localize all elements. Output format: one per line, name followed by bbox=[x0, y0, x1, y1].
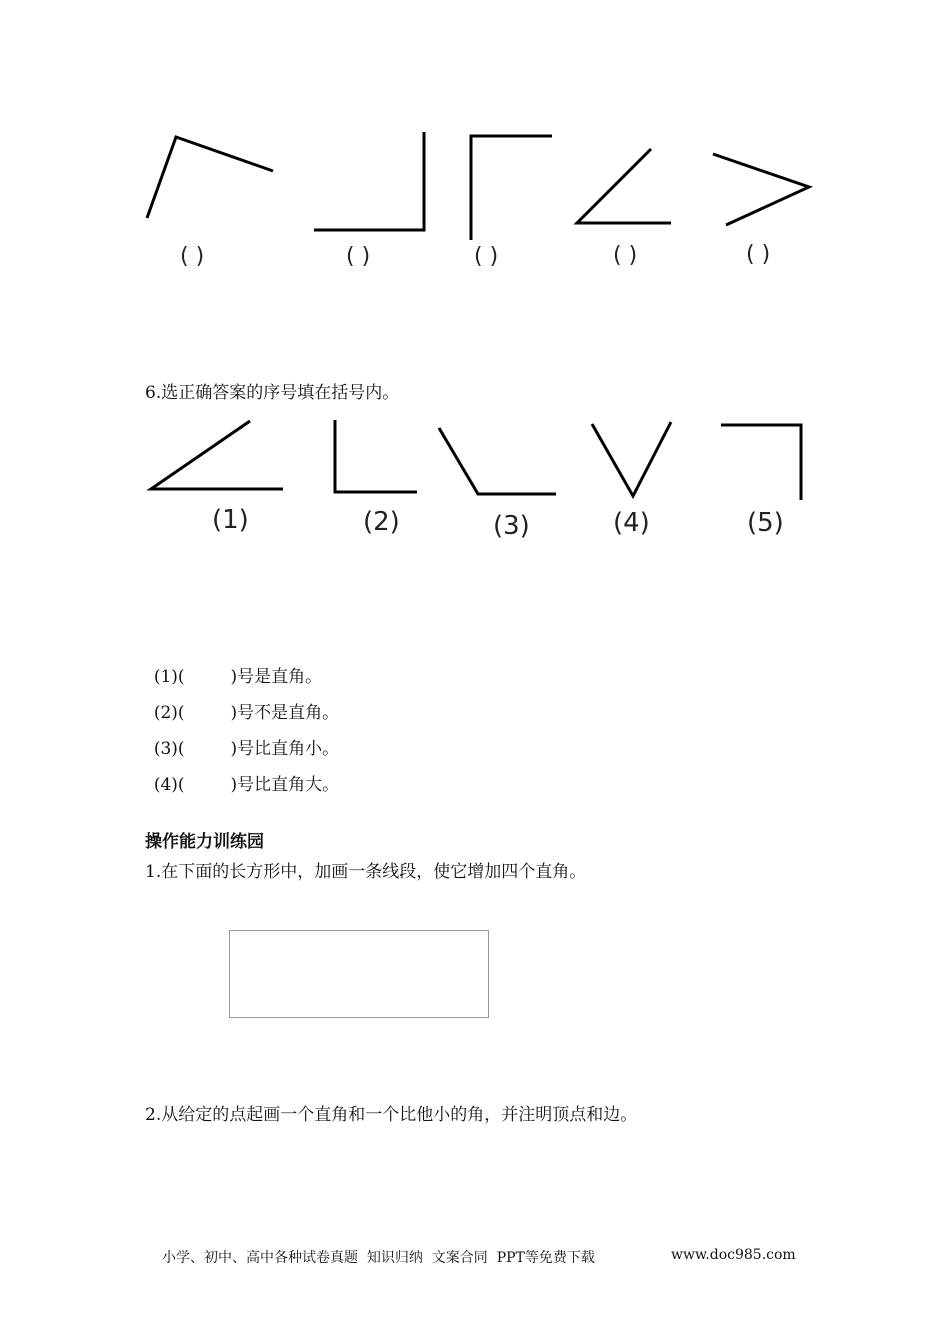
rectangle-drawing-area[interactable] bbox=[229, 930, 489, 1018]
question-6-figures bbox=[0, 0, 950, 560]
q6-angle-4 bbox=[592, 422, 671, 496]
q6-angle-1 bbox=[151, 421, 283, 489]
section-heading: 操作能力训练园 bbox=[145, 832, 264, 852]
q6-item-1-prefix: (1)( bbox=[153, 667, 185, 687]
q6-figure-label-3: (3) bbox=[493, 511, 530, 541]
task-1-prompt: 1.在下面的长方形中，加画一条线段，使它增加四个直角。 bbox=[145, 862, 587, 882]
q6-item-2-prefix: (2)( bbox=[153, 703, 185, 723]
q6-figure-label-4: (4) bbox=[613, 508, 650, 538]
answer-blank-3: ( ) bbox=[474, 244, 499, 269]
q6-angle-5 bbox=[721, 425, 801, 500]
q6-item-1-suffix: )号是直角。 bbox=[230, 667, 323, 687]
answer-blank-2: ( ) bbox=[346, 244, 371, 269]
footer-url[interactable]: www.doc985.com bbox=[671, 1247, 796, 1263]
q6-item-2-suffix: )号不是直角。 bbox=[230, 703, 340, 723]
q6-item-4-prefix: (4)( bbox=[153, 775, 185, 795]
answer-blank-4: ( ) bbox=[613, 243, 638, 268]
footer-text: 小学、初中、高中各种试卷真题 知识归纳 文案合同 PPT等免费下载 bbox=[162, 1250, 595, 1266]
task-2-prompt: 2.从给定的点起画一个直角和一个比他小的角，并注明顶点和边。 bbox=[145, 1105, 638, 1125]
answer-blank-1: ( ) bbox=[180, 244, 205, 269]
q6-item-3-suffix: )号比直角小。 bbox=[230, 739, 340, 759]
q6-angle-3 bbox=[439, 428, 556, 494]
q6-figure-label-2: (2) bbox=[363, 507, 400, 537]
q6-angle-2 bbox=[335, 420, 417, 492]
q6-item-4-suffix: )号比直角大。 bbox=[230, 775, 340, 795]
question-6-prompt: 6.选正确答案的序号填在括号内。 bbox=[145, 383, 400, 403]
answer-blank-5: ( ) bbox=[746, 242, 771, 267]
q6-figure-label-5: (5) bbox=[747, 508, 784, 538]
q6-item-3-prefix: (3)( bbox=[153, 739, 185, 759]
q6-item-4 bbox=[143, 752, 339, 796]
q6-figure-label-1: (1) bbox=[212, 505, 249, 535]
